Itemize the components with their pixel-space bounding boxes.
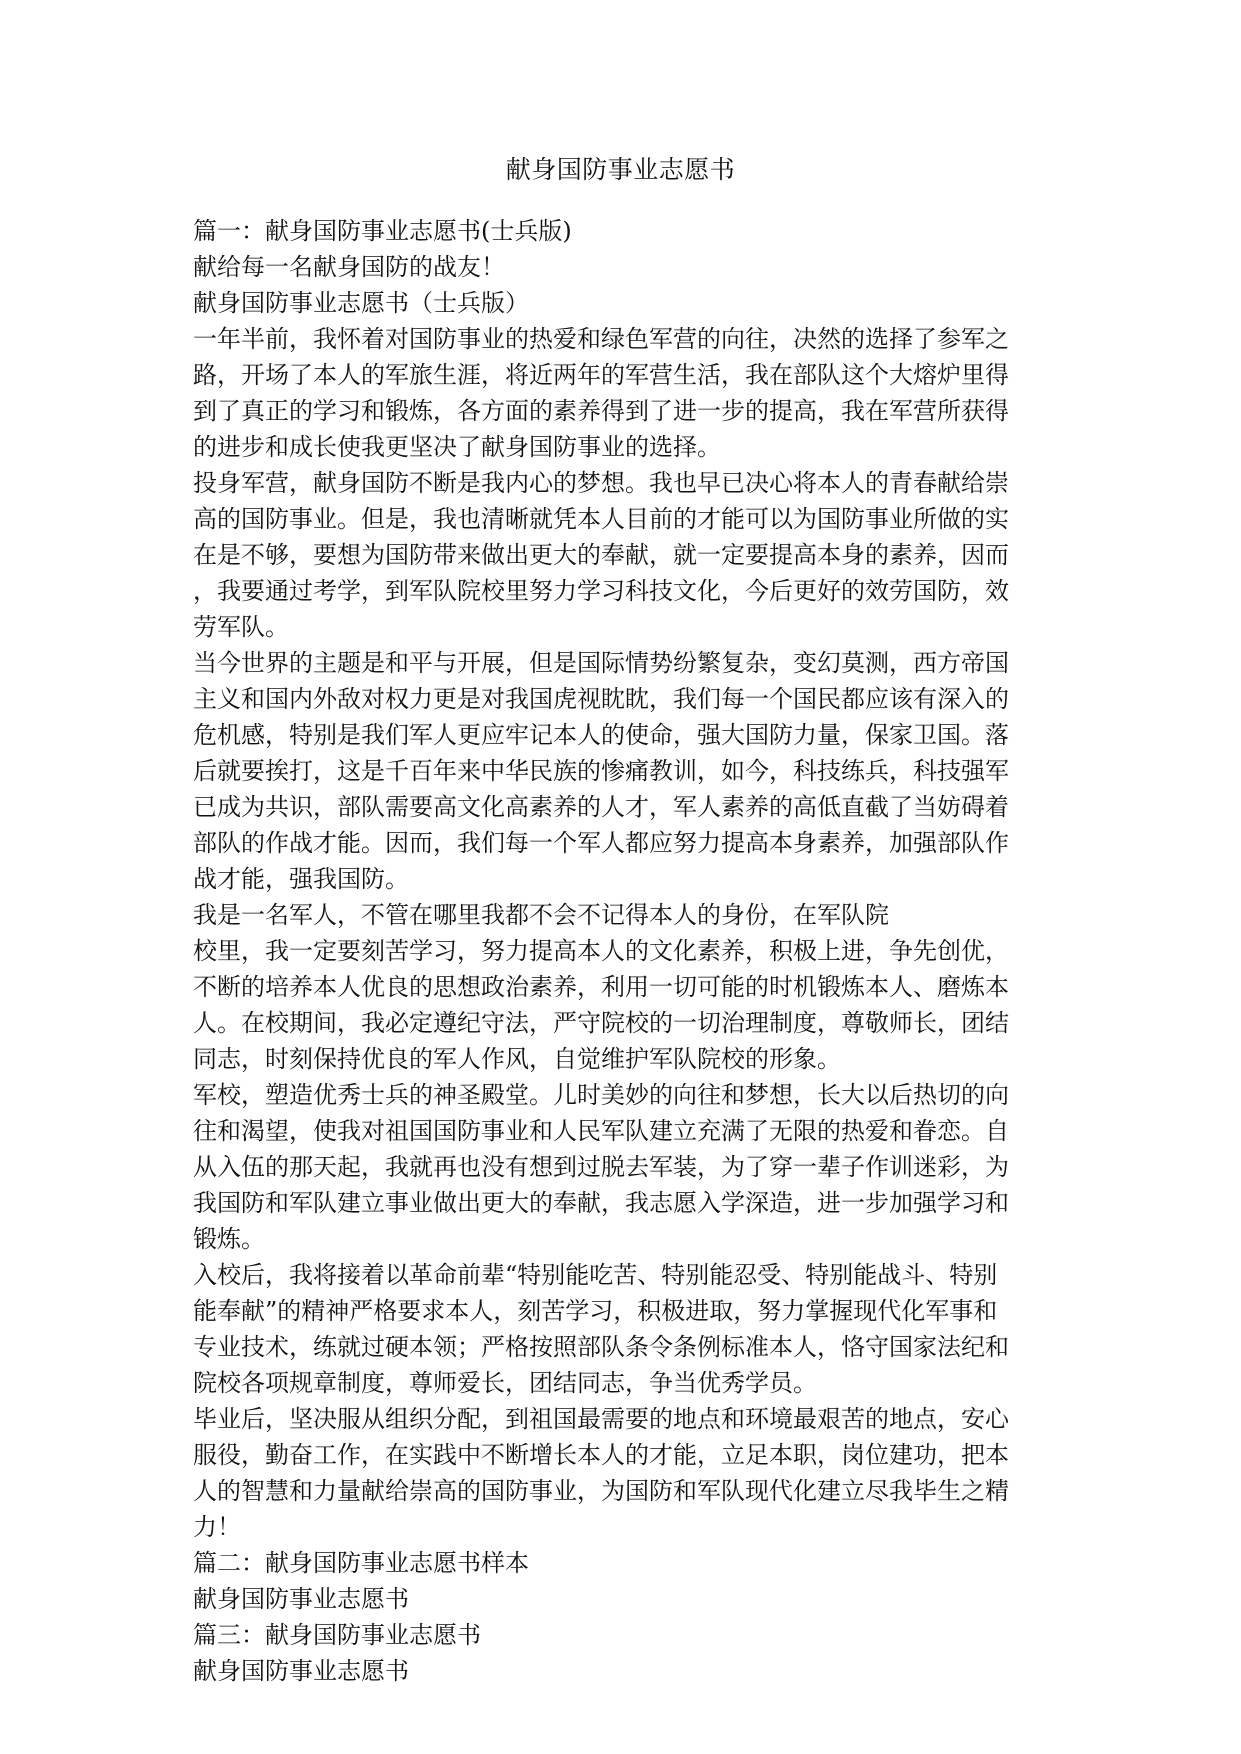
- body-line: 锻炼。: [193, 1225, 265, 1253]
- body-line: 到了真正的学习和锻炼，各方面的素养得到了进一步的提高，我在军营所获得: [193, 397, 1009, 425]
- body-line: 不断的培养本人优良的思想政治素养，利用一切可能的时机锻炼本人、磨炼本: [193, 973, 1009, 1001]
- body-line: 院校各项规章制度，尊师爱长，团结同志，争当优秀学员。: [193, 1369, 817, 1397]
- body-line: 入校后，我将接着以革命前辈“特别能吃苦、特别能忍受、特别能战斗、特别: [193, 1261, 998, 1289]
- body-line: 军校，塑造优秀士兵的神圣殿堂。儿时美妙的向往和梦想，长大以后热切的向: [193, 1081, 1009, 1109]
- body-line: 在是不够，要想为国防带来做出更大的奉献，就一定要提高本身的素养，因而: [193, 541, 1009, 569]
- body-line: ，我要通过考学，到军队院校里努力学习科技文化，今后更好的效劳国防，效: [193, 577, 1009, 605]
- body-line: 后就要挨打，这是千百年来中华民族的惨痛教训，如今，科技练兵，科技强军: [193, 757, 1009, 785]
- body-line: 专业技术，练就过硬本领；严格按照部队条令条例标准本人，恪守国家法纪和: [193, 1333, 1009, 1361]
- document-title: 献身国防事业志愿书: [505, 155, 736, 184]
- body-line: 部队的作战才能。因而，我们每一个军人都应努力提高本身素养，加强部队作: [193, 829, 1009, 857]
- body-line: 路，开场了本人的军旅生涯，将近两年的军营生活，我在部队这个大熔炉里得: [193, 361, 1009, 389]
- body-line: 献身国防事业志愿书: [193, 1657, 409, 1685]
- body-line: 人。在校期间，我必定遵纪守法，严守院校的一切治理制度，尊敬师长，团结: [193, 1009, 1009, 1037]
- body-line: 危机感，特别是我们军人更应牢记本人的使命，强大国防力量，保家卫国。落: [193, 721, 1009, 749]
- body-line: 高的国防事业。但是，我也清晰就凭本人目前的才能可以为国防事业所做的实: [193, 505, 1009, 533]
- body-line: 篇二：献身国防事业志愿书样本: [193, 1549, 529, 1577]
- body-line: 投身军营，献身国防不断是我内心的梦想。我也早已决心将本人的青春献给崇: [193, 469, 1009, 497]
- body-line: 劳军队。: [193, 613, 289, 641]
- body-line: 我是一名军人，不管在哪里我都不会不记得本人的身份，在军队院: [193, 901, 889, 929]
- body-line: 献身国防事业志愿书: [193, 1585, 409, 1613]
- body-line: 校里，我一定要刻苦学习，努力提高本人的文化素养，积极上进，争先创优，: [193, 937, 1009, 965]
- body-line: 力！: [193, 1513, 241, 1541]
- body-line: 我国防和军队建立事业做出更大的奉献，我志愿入学深造，进一步加强学习和: [193, 1189, 1009, 1217]
- body-line: 毕业后，坚决服从组织分配，到祖国最需要的地点和环境最艰苦的地点，安心: [193, 1405, 1009, 1433]
- body-line: 已成为共识，部队需要高文化高素养的人才，军人素养的高低直截了当妨碍着: [193, 793, 1009, 821]
- body-line: 服役，勤奋工作，在实践中不断增长本人的才能，立足本职，岗位建功，把本: [193, 1441, 1009, 1469]
- body-line: 的进步和成长使我更坚决了献身国防事业的选择。: [193, 433, 721, 461]
- body-line: 能奉献”的精神严格要求本人，刻苦学习，积极进取，努力掌握现代化军事和: [193, 1297, 998, 1325]
- body-line: 主义和国内外敌对权力更是对我国虎视眈眈，我们每一个国民都应该有深入的: [193, 685, 1009, 713]
- body-line: 篇一：献身国防事业志愿书(士兵版): [193, 217, 572, 245]
- body-line: 一年半前，我怀着对国防事业的热爱和绿色军营的向往，决然的选择了参军之: [193, 325, 1009, 353]
- body-line: 从入伍的那天起，我就再也没有想到过脱去军装，为了穿一辈子作训迷彩，为: [193, 1153, 1009, 1181]
- body-line: 同志，时刻保持优良的军人作风，自觉维护军队院校的形象。: [193, 1045, 841, 1073]
- body-line: 人的智慧和力量献给崇高的国防事业，为国防和军队现代化建立尽我毕生之精: [193, 1477, 1009, 1505]
- document-body: [193, 213, 1053, 1725]
- body-line: 篇三：献身国防事业志愿书: [193, 1621, 481, 1649]
- body-line: 献身国防事业志愿书（士兵版）: [193, 289, 529, 317]
- body-line: 往和渴望，使我对祖国国防事业和人民军队建立充满了无限的热爱和眷恋。自: [193, 1117, 1009, 1145]
- body-line: 当今世界的主题是和平与开展，但是国际情势纷繁复杂，变幻莫测，西方帝国: [193, 649, 1009, 677]
- body-line: 献给每一名献身国防的战友！: [193, 253, 505, 281]
- body-line: 战才能，强我国防。: [193, 865, 409, 893]
- body-line: [193, 1689, 1053, 1725]
